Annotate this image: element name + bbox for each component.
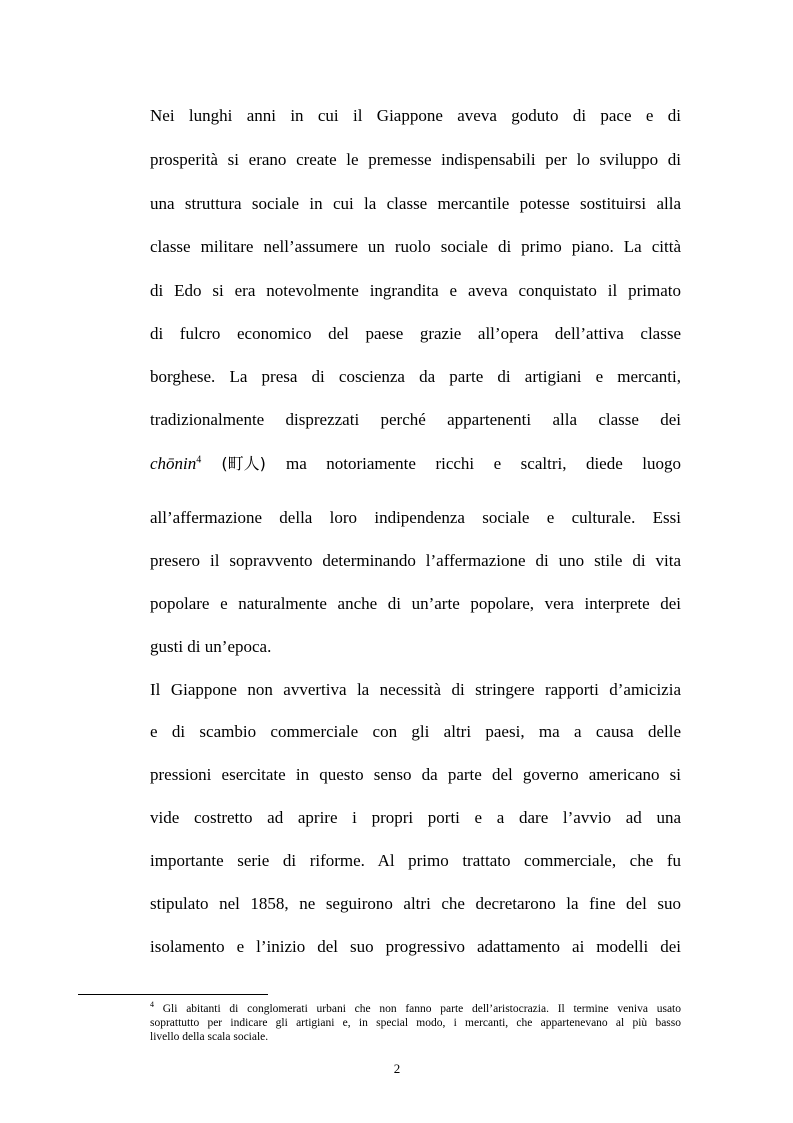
body-line: classe militare nell’assumere un ruolo sociale di primo piano. La città — [150, 237, 681, 256]
footnote-reference[interactable]: 4 — [196, 454, 202, 466]
footnote-line — [150, 1002, 681, 1016]
chonin-line-rest-wrap — [286, 454, 681, 474]
body-line-chonin — [150, 454, 681, 474]
body-line: tradizionalmente disprezzati perché appartenenti alla classe dei — [150, 410, 681, 429]
footnote-text: Gli abitanti di conglomerati urbani che non fanno parte dell’aristocrazia. Il termine veniva usato — [162, 1003, 681, 1015]
body-line: gusti di un’epoca. — [150, 637, 272, 656]
body-line: di fulcro economico del paese grazie all’opera dell’attiva classe — [150, 324, 681, 343]
footnote-separator — [78, 994, 268, 995]
body-line: pressioni esercitate in questo senso da parte del governo americano si — [150, 765, 681, 784]
body-line: prosperità si erano create le premesse indispensabili per lo sviluppo di — [150, 150, 681, 169]
body-line: vide costretto ad aprire i propri porti e a dare l’avvio ad una — [150, 808, 681, 827]
body-line: isolamento e l’inizio del suo progressivo adattamento ai modelli dei — [150, 937, 681, 956]
chonin-term-group — [150, 454, 201, 474]
footnote-line: soprattutto per indicare gli artigiani e, in special modo, i mercanti, che appartenevano al più basso — [150, 1017, 681, 1029]
body-line: presero il sopravvento determinando l’affermazione di uno stile di vita — [150, 551, 681, 570]
body-line: popolare e naturalmente anche di un’arte popolare, vera interprete dei — [150, 594, 681, 613]
body-line: importante serie di riforme. Al primo trattato commerciale, che fu — [150, 851, 681, 870]
body-line: stipulato nel 1858, ne seguirono altri che decretarono la fine del suo — [150, 894, 681, 913]
footnote-number: 4 — [150, 1000, 154, 1010]
chonin-line-rest: ma notoriamente ricchi e scaltri, diede luogo — [286, 454, 681, 473]
page-number: 2 — [393, 1061, 401, 1076]
body-line: all’affermazione della loro indipendenza sociale e culturale. Essi — [150, 508, 681, 527]
body-line: Il Giappone non avvertiva la necessità di stringere rapporti d’amicizia — [150, 680, 681, 699]
body-line: una struttura sociale in cui la classe mercantile potesse sostituirsi alla — [150, 194, 681, 213]
body-line: di Edo si era notevolmente ingrandita e aveva conquistato il primato — [150, 281, 681, 300]
chonin-term: chōnin — [150, 454, 197, 473]
footnote-line: livello della scala sociale. — [150, 1031, 269, 1043]
body-line: borghese. La presa di coscienza da parte di artigiani e mercanti, — [150, 367, 681, 386]
chonin-kanji: (町人) — [221, 454, 266, 473]
body-line: e di scambio commerciale con gli altri paesi, ma a causa delle — [150, 722, 681, 741]
body-line: Nei lunghi anni in cui il Giappone aveva goduto di pace e di — [150, 106, 681, 125]
